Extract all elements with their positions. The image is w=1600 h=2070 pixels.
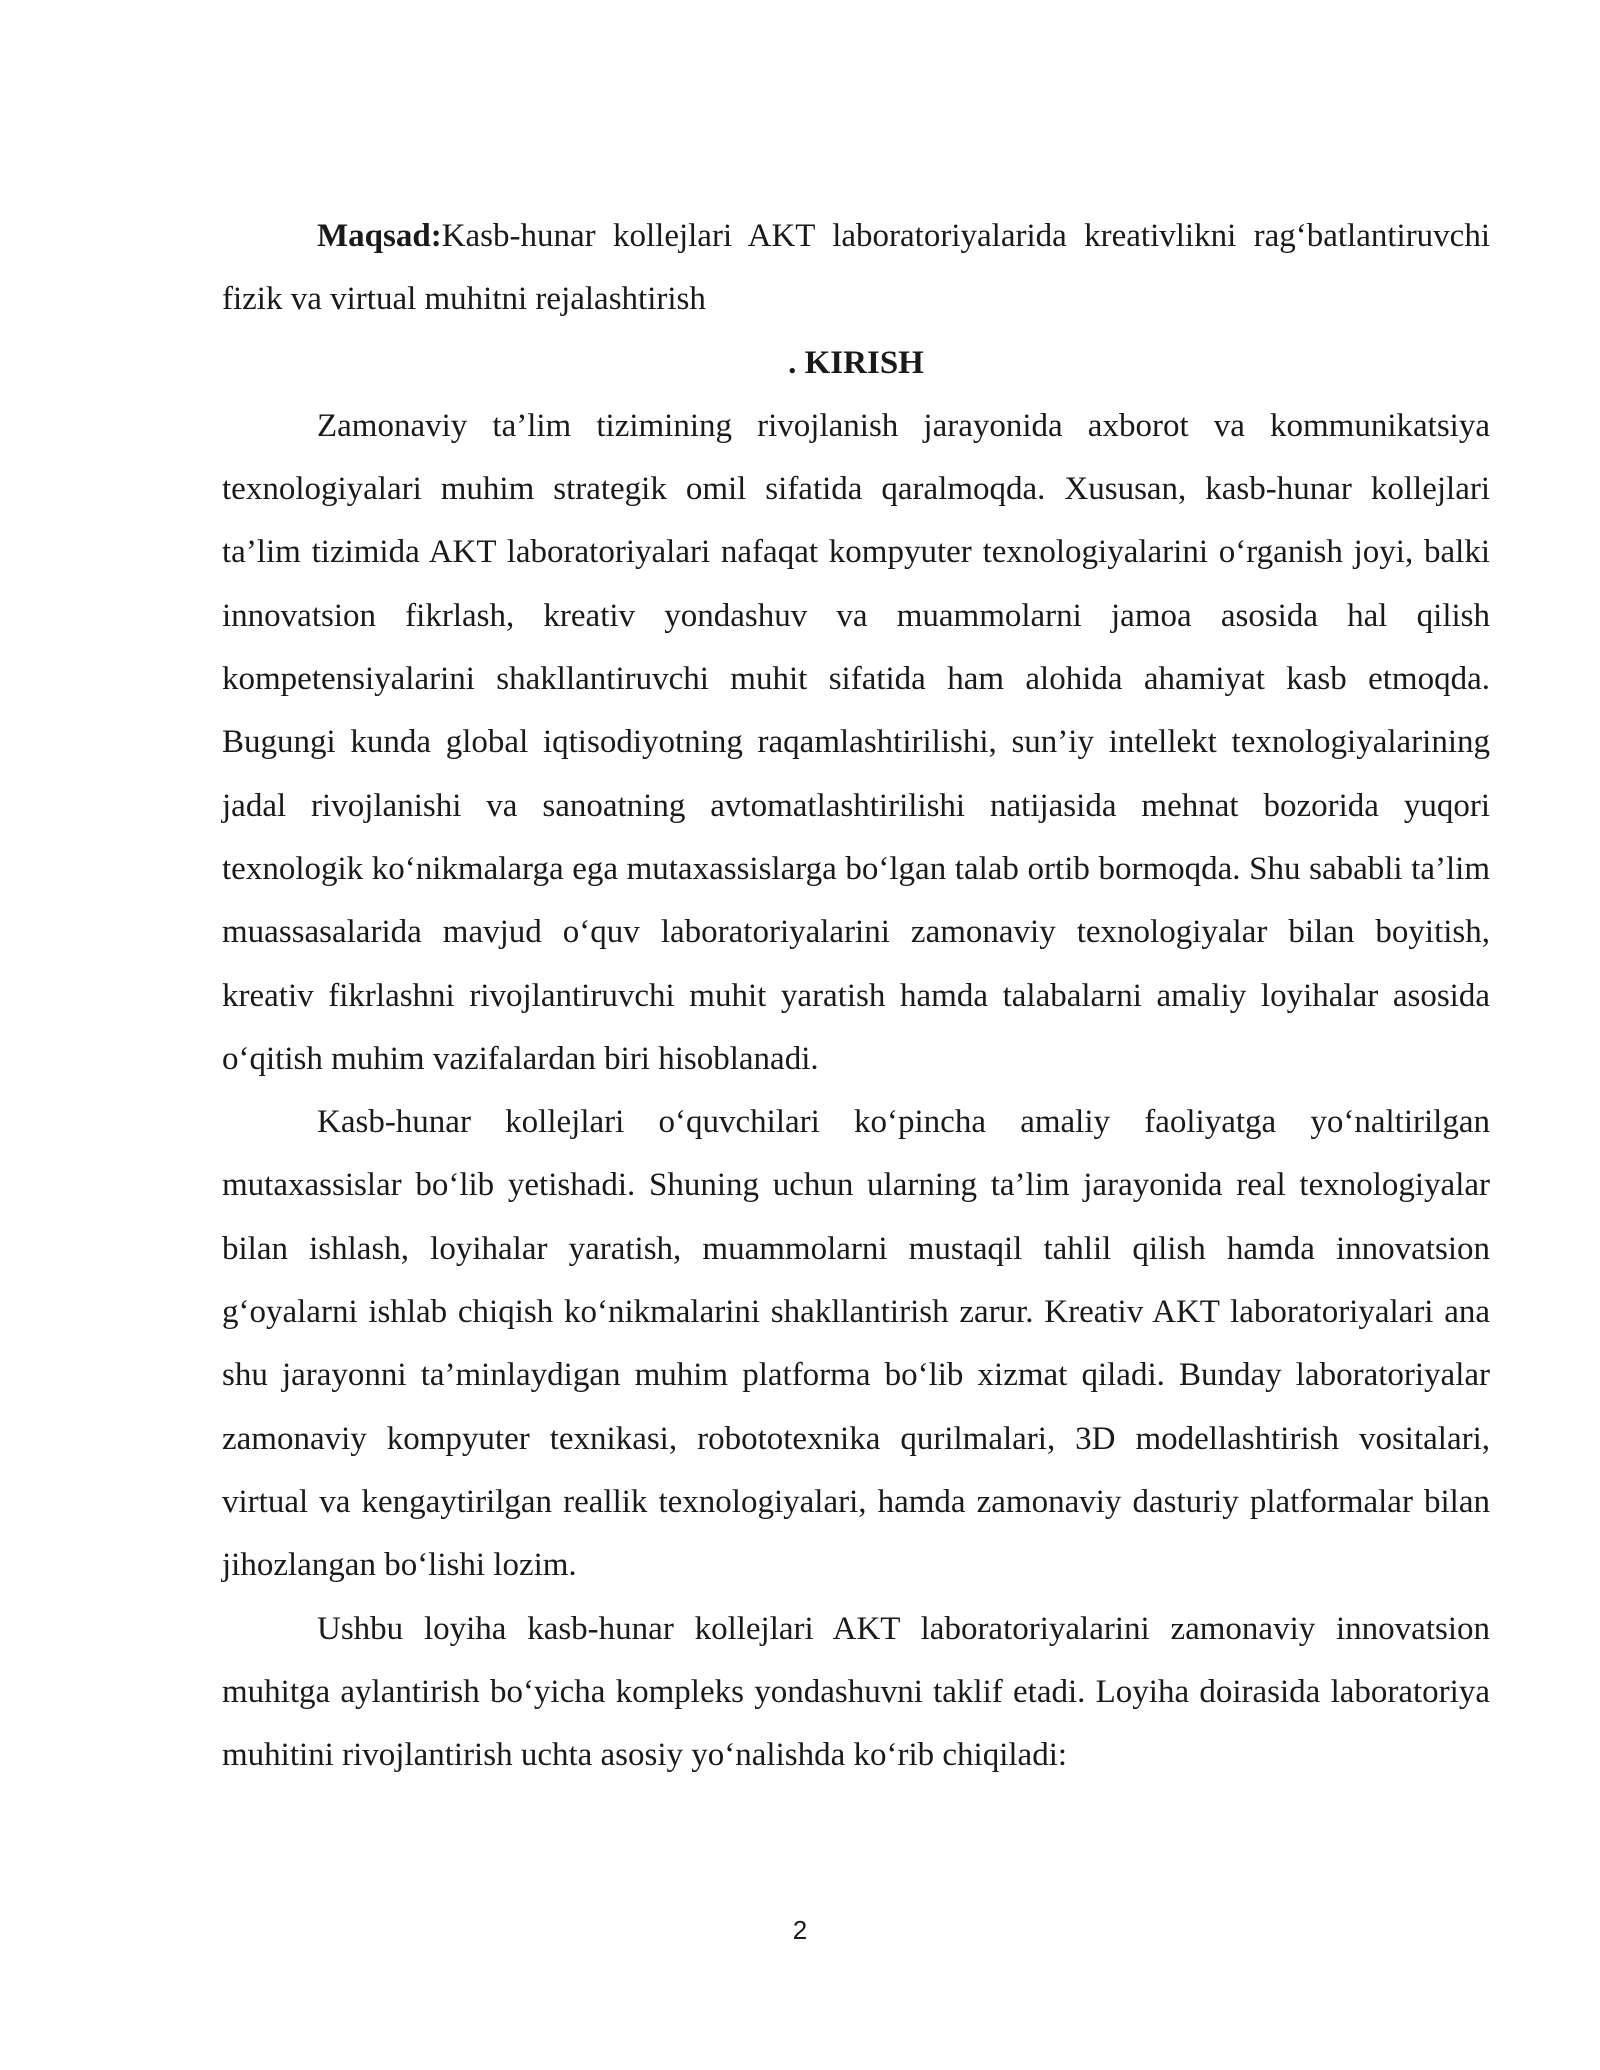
aim-text: Kasb-hunar kollejlari AKT laboratoriyalarida kreativlikni rag‘batlantiruvchi fizik va virtual muhitni rejalashtirish (222, 218, 1490, 318)
body-paragraph-3: Ushbu loyiha kasb-hunar kollejlari AKT laboratoriyalarini zamonaviy innovatsion muhitga aylantirish bo‘yicha kompleks yondashuvni taklif etadi. Loyiha doirasida laboratoriya muhitini rivojlantirish uchta asosiy yo‘nalishda ko‘rib chiqiladi: (222, 1610, 1490, 1774)
aim-paragraph (222, 205, 1490, 332)
document-page (222, 205, 1490, 1787)
section-heading: . KIRISH (788, 344, 924, 381)
body-paragraph-1: Zamonaviy ta’lim tizimining rivojlanish jarayonida axborot va kommunikatsiya texnologiyalari muhim strategik omil sifatida qaralmoqda. Xususan, kasb-hunar kollejlari ta’lim tizimida AKT laboratoriyalari nafaqat kompyuter texnologiyalarini o‘rganish joyi, balki innovatsion fikrlash, kreativ yondashuv va muammolarni jamoa asosida hal qilish kompetensiyalarini shakllantiruvchi muhit sifatida ham alohida ahamiyat kasb etmoqda. Bugungi kunda global iqtisodiyotning raqamlashtirilishi, sun’iy intellekt texnologiyalarining jadal rivojlanishi va sanoatning avtomatlashtirilishi natijasida mehnat bozorida yuqori texnologik ko‘nikmalarga ega mutaxassislarga bo‘lgan talab ortib bormoqda. Shu sababli ta’lim muassasalarida mavjud o‘quv laboratoriyalarini zamonaviy texnologiyalar bilan boyitish, kreativ fikrlashni rivojlantiruvchi muhit yaratish hamda talabalarni amaliy loyihalar asosida o‘qitish muhim vazifalardan biri hisoblanadi. (222, 407, 1490, 1077)
page-number: 2 (792, 1915, 808, 1945)
body-paragraph-2: Kasb-hunar kollejlari o‘quvchilari ko‘pincha amaliy faoliyatga yo‘naltirilgan mutaxassislar bo‘lib yetishadi. Shuning uchun ularning ta’lim jarayonida real texnologiyalar bilan ishlash, loyihalar yaratish, muammolarni mustaqil tahlil qilish hamda innovatsion g‘oyalarni ishlab chiqish ko‘nikmalarini shakllantirish zarur. Kreativ AKT laboratoriyalari ana shu jarayonni ta’minlaydigan muhim platforma bo‘lib xizmat qiladi. Bunday laboratoriyalar zamonaviy kompyuter texnikasi, robototexnika qurilmalari, 3D modellashtirish vositalari, virtual va kengaytirilgan reallik texnologiyalari, hamda zamonaviy dasturiy platformalar bilan jihozlangan bo‘lishi lozim. (222, 1104, 1490, 1584)
aim-label: Maqsad: (317, 218, 442, 254)
